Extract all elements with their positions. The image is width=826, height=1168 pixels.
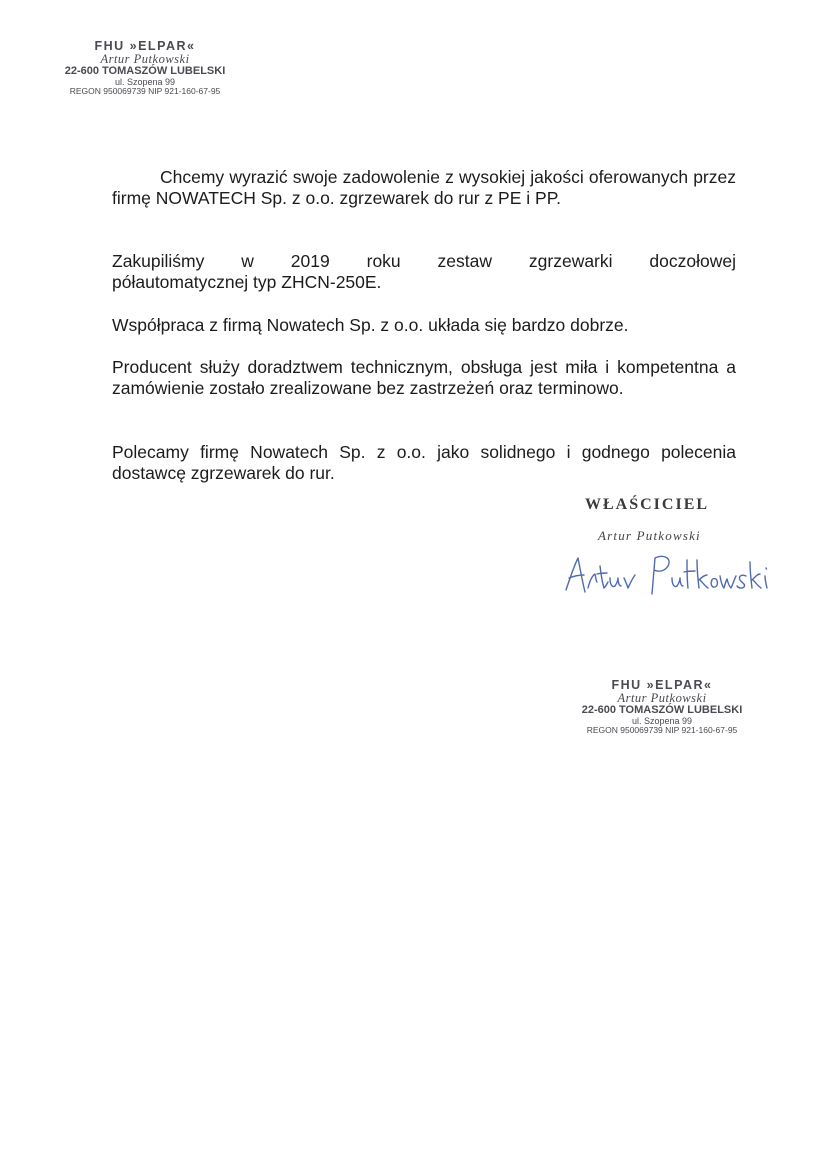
stamp-person-name: Artur Putkowski [100, 52, 190, 67]
stamp-person-name: Artur Putkowski [617, 691, 707, 706]
owner-title: WŁAŚCICIEL [585, 496, 710, 513]
stamp-ids: REGON 950069739 NIP 921-160-67-95 [586, 725, 738, 736]
handwritten-signature [560, 548, 790, 604]
letter-paragraph-1-text: Chcemy wyrazić swoje zadowolenie z wysokiej jakości oferowanych przez firmę NOWATECH Sp. z o.o. zgrzewarek do rur z PE i PP. [112, 167, 736, 208]
stamp-company-name: FHU »ELPAR« [611, 678, 713, 692]
stamp-ids: REGON 950069739 NIP 921-160-67-95 [69, 86, 221, 97]
letter-paragraph-3: Współpraca z firmą Nowatech Sp. z o.o. układa się bardzo dobrze. [112, 315, 629, 335]
letter-paragraph-2 [112, 251, 736, 293]
owner-name: Artur Putkowski [598, 528, 701, 543]
stamp-city: 22-600 TOMASZÓW LUBELSKI [64, 65, 226, 78]
letter-paragraph-2-line-2: półautomatycznej typ ZHCN-250E. [112, 272, 382, 292]
stamp-company-name: FHU »ELPAR« [94, 39, 196, 53]
letter-paragraph-5: Polecamy firmę Nowatech Sp. z o.o. jako solidnego i godnego polecenia dostawcę zgrzewarek do rur. [112, 442, 736, 483]
letter-paragraph-4: Producent służy doradztwem technicznym, obsługa jest miła i kompetentna a zamówienie zostało zrealizowane bez zastrzeżeń oraz terminowo. [112, 357, 736, 398]
letter-paragraph-2-line-1: Zakupiliśmy w 2019 roku zestaw zgrzewarki doczołowej [112, 251, 736, 271]
stamp-street: ul. Szopena 99 [631, 715, 693, 726]
company-stamp-top [52, 40, 238, 96]
stamp-street: ul. Szopena 99 [114, 76, 176, 87]
letter-paragraph-1 [112, 167, 736, 209]
stamp-city: 22-600 TOMASZÓW LUBELSKI [581, 704, 743, 717]
company-stamp-bottom [564, 679, 760, 735]
